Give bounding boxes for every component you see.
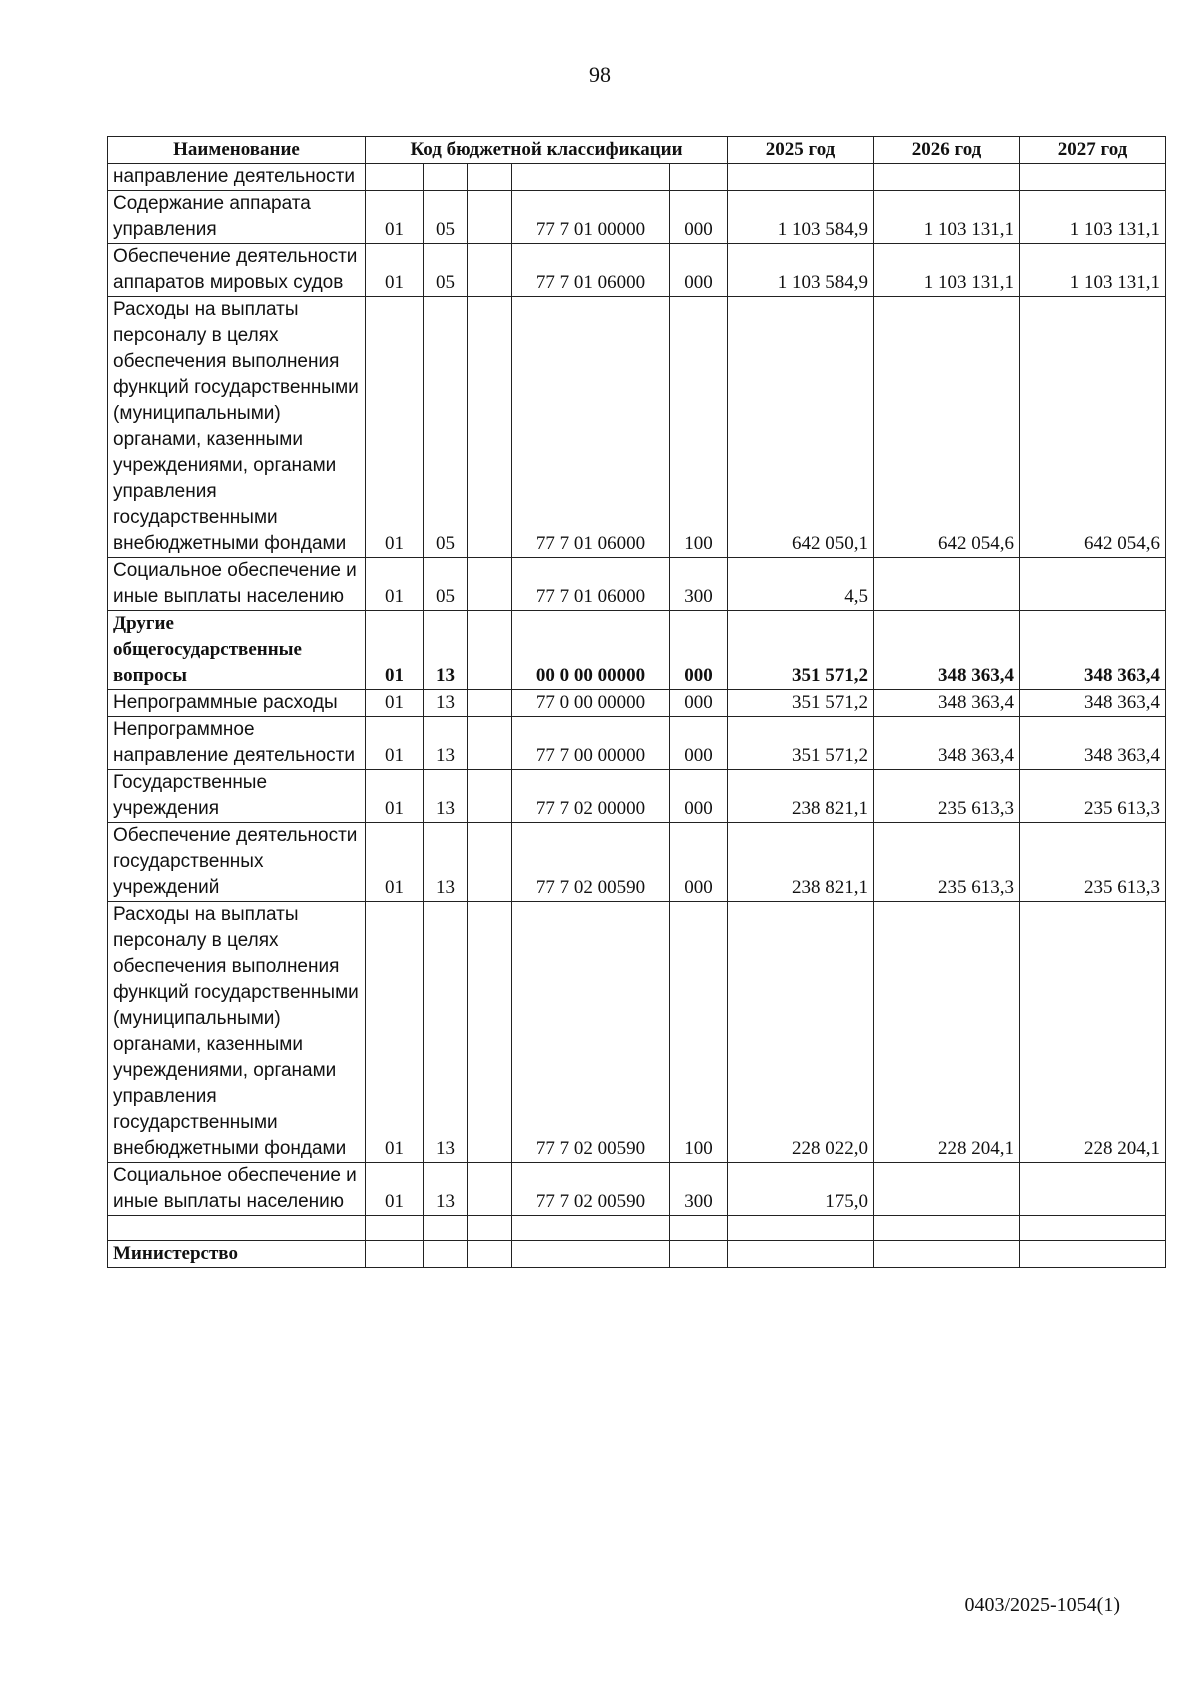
cell-blank: [468, 611, 512, 690]
cell-section: 01: [366, 297, 424, 558]
header-2026: 2026 год: [874, 137, 1020, 164]
cell-target-article: 77 7 01 06000: [512, 244, 670, 297]
cell-blank: [468, 191, 512, 244]
cell-subsection: [424, 1241, 468, 1268]
cell-subsection: [424, 164, 468, 191]
cell-section: 01: [366, 823, 424, 902]
cell-subsection: 13: [424, 611, 468, 690]
cell-name: Другие общегосударственные вопросы: [108, 611, 366, 690]
cell-blank: [468, 770, 512, 823]
cell-2025: 351 571,2: [728, 611, 874, 690]
cell-2026: [874, 1163, 1020, 1216]
cell-2025: [728, 164, 874, 191]
cell-2027: [1020, 164, 1166, 191]
cell-2026: 642 054,6: [874, 297, 1020, 558]
cell-subsection: 05: [424, 558, 468, 611]
table-row: [108, 902, 1166, 1163]
cell-2027: [1020, 558, 1166, 611]
cell-2025: 238 821,1: [728, 823, 874, 902]
cell-2027: 642 054,6: [1020, 297, 1166, 558]
cell-expense-type: 100: [670, 297, 728, 558]
cell-2026: 235 613,3: [874, 823, 1020, 902]
cell-target-article: 77 7 02 00000: [512, 770, 670, 823]
table-row: [108, 1241, 1166, 1268]
cell-subsection: 13: [424, 902, 468, 1163]
cell-section: 01: [366, 611, 424, 690]
cell-2026: 228 204,1: [874, 902, 1020, 1163]
header-code: Код бюджетной классификации: [366, 137, 728, 164]
cell-blank: [468, 297, 512, 558]
cell-section: 01: [366, 191, 424, 244]
table-row: [108, 717, 1166, 770]
page-number: 98: [589, 62, 611, 87]
header-2025: 2025 год: [728, 137, 874, 164]
table-row: [108, 690, 1166, 717]
cell-name: Социальное обеспечение и иные выплаты населению: [108, 558, 366, 611]
cell-expense-type: 000: [670, 611, 728, 690]
table-row: [108, 191, 1166, 244]
cell-target-article: 77 7 02 00590: [512, 823, 670, 902]
cell-subsection: [424, 1216, 468, 1241]
cell-2026: 348 363,4: [874, 690, 1020, 717]
cell-section: 01: [366, 717, 424, 770]
cell-2027: 235 613,3: [1020, 823, 1166, 902]
cell-blank: [468, 164, 512, 191]
cell-blank: [468, 1163, 512, 1216]
cell-expense-type: 000: [670, 690, 728, 717]
cell-2025: 351 571,2: [728, 717, 874, 770]
cell-section: [366, 164, 424, 191]
cell-2025: 642 050,1: [728, 297, 874, 558]
cell-name: [108, 1216, 366, 1241]
cell-expense-type: 300: [670, 1163, 728, 1216]
cell-blank: [468, 823, 512, 902]
cell-name: Обеспечение деятельности государственных учреждений: [108, 823, 366, 902]
table-row: [108, 823, 1166, 902]
cell-2026: [874, 1216, 1020, 1241]
header-name: Наименование: [108, 137, 366, 164]
cell-subsection: 13: [424, 717, 468, 770]
cell-2026: [874, 558, 1020, 611]
cell-name: Расходы на выплаты персоналу в целях обеспечения выполнения функций государственными (муниципальными) органами, казенными учреждениями, органами управления государственными внебюджетными фондами: [108, 297, 366, 558]
header-2027: 2027 год: [1020, 137, 1166, 164]
cell-target-article: [512, 1216, 670, 1241]
cell-expense-type: 000: [670, 823, 728, 902]
table-row: [108, 297, 1166, 558]
cell-subsection: 13: [424, 770, 468, 823]
cell-2026: 235 613,3: [874, 770, 1020, 823]
cell-target-article: 77 7 02 00590: [512, 1163, 670, 1216]
cell-section: 01: [366, 1163, 424, 1216]
table-header-row: [108, 137, 1166, 164]
cell-blank: [468, 690, 512, 717]
cell-section: 01: [366, 690, 424, 717]
cell-target-article: 77 7 02 00590: [512, 902, 670, 1163]
cell-2027: 348 363,4: [1020, 717, 1166, 770]
cell-target-article: [512, 1241, 670, 1268]
cell-2025: 1 103 584,9: [728, 244, 874, 297]
cell-2026: 1 103 131,1: [874, 191, 1020, 244]
cell-2027: 235 613,3: [1020, 770, 1166, 823]
cell-2027: 1 103 131,1: [1020, 191, 1166, 244]
cell-name: Обеспечение деятельности аппаратов мировых судов: [108, 244, 366, 297]
cell-2027: 1 103 131,1: [1020, 244, 1166, 297]
cell-name: Содержание аппарата управления: [108, 191, 366, 244]
table-row: [108, 1216, 1166, 1241]
cell-subsection: 05: [424, 191, 468, 244]
cell-name: Расходы на выплаты персоналу в целях обеспечения выполнения функций государственными (муниципальными) органами, казенными учреждениями, органами управления государственными внебюджетными фондами: [108, 902, 366, 1163]
cell-name: Государственные учреждения: [108, 770, 366, 823]
cell-2026: [874, 164, 1020, 191]
cell-subsection: 05: [424, 244, 468, 297]
cell-subsection: 05: [424, 297, 468, 558]
cell-name: Социальное обеспечение и иные выплаты населению: [108, 1163, 366, 1216]
cell-expense-type: 000: [670, 770, 728, 823]
cell-section: [366, 1241, 424, 1268]
cell-blank: [468, 244, 512, 297]
table-row: [108, 611, 1166, 690]
cell-blank: [468, 558, 512, 611]
cell-2025: 1 103 584,9: [728, 191, 874, 244]
cell-name: Непрограммное направление деятельности: [108, 717, 366, 770]
cell-2025: [728, 1216, 874, 1241]
table-row: [108, 770, 1166, 823]
cell-section: 01: [366, 902, 424, 1163]
cell-subsection: 13: [424, 690, 468, 717]
cell-2027: 348 363,4: [1020, 611, 1166, 690]
cell-2027: [1020, 1216, 1166, 1241]
table-body: [108, 164, 1166, 1268]
cell-2027: [1020, 1241, 1166, 1268]
cell-expense-type: [670, 1216, 728, 1241]
cell-target-article: 77 7 00 00000: [512, 717, 670, 770]
cell-2025: [728, 1241, 874, 1268]
cell-2027: [1020, 1163, 1166, 1216]
cell-2026: 1 103 131,1: [874, 244, 1020, 297]
cell-2025: 175,0: [728, 1163, 874, 1216]
cell-2026: 348 363,4: [874, 717, 1020, 770]
cell-blank: [468, 1241, 512, 1268]
budget-table: [107, 136, 1166, 1268]
cell-expense-type: 000: [670, 191, 728, 244]
cell-expense-type: 300: [670, 558, 728, 611]
cell-section: 01: [366, 244, 424, 297]
cell-2025: 351 571,2: [728, 690, 874, 717]
cell-target-article: 00 0 00 00000: [512, 611, 670, 690]
table-row: [108, 558, 1166, 611]
cell-subsection: 13: [424, 1163, 468, 1216]
document-code: 0403/2025-1054(1): [964, 1594, 1120, 1616]
cell-target-article: [512, 164, 670, 191]
cell-blank: [468, 1216, 512, 1241]
cell-2025: 238 821,1: [728, 770, 874, 823]
cell-expense-type: [670, 1241, 728, 1268]
cell-expense-type: 100: [670, 902, 728, 1163]
cell-section: 01: [366, 770, 424, 823]
cell-expense-type: 000: [670, 717, 728, 770]
cell-section: [366, 1216, 424, 1241]
cell-expense-type: [670, 164, 728, 191]
table-row: [108, 244, 1166, 297]
cell-target-article: 77 7 01 06000: [512, 558, 670, 611]
cell-section: 01: [366, 558, 424, 611]
cell-subsection: 13: [424, 823, 468, 902]
cell-2025: 4,5: [728, 558, 874, 611]
cell-blank: [468, 902, 512, 1163]
table-row: [108, 164, 1166, 191]
cell-expense-type: 000: [670, 244, 728, 297]
table-row: [108, 1163, 1166, 1216]
cell-target-article: 77 7 01 00000: [512, 191, 670, 244]
cell-2027: 228 204,1: [1020, 902, 1166, 1163]
cell-blank: [468, 717, 512, 770]
cell-target-article: 77 7 01 06000: [512, 297, 670, 558]
cell-2026: 348 363,4: [874, 611, 1020, 690]
cell-2026: [874, 1241, 1020, 1268]
cell-name: Непрограммные расходы: [108, 690, 366, 717]
cell-2025: 228 022,0: [728, 902, 874, 1163]
cell-target-article: 77 0 00 00000: [512, 690, 670, 717]
cell-name: направление деятельности: [108, 164, 366, 191]
cell-2027: 348 363,4: [1020, 690, 1166, 717]
cell-name: Министерство: [108, 1241, 366, 1268]
